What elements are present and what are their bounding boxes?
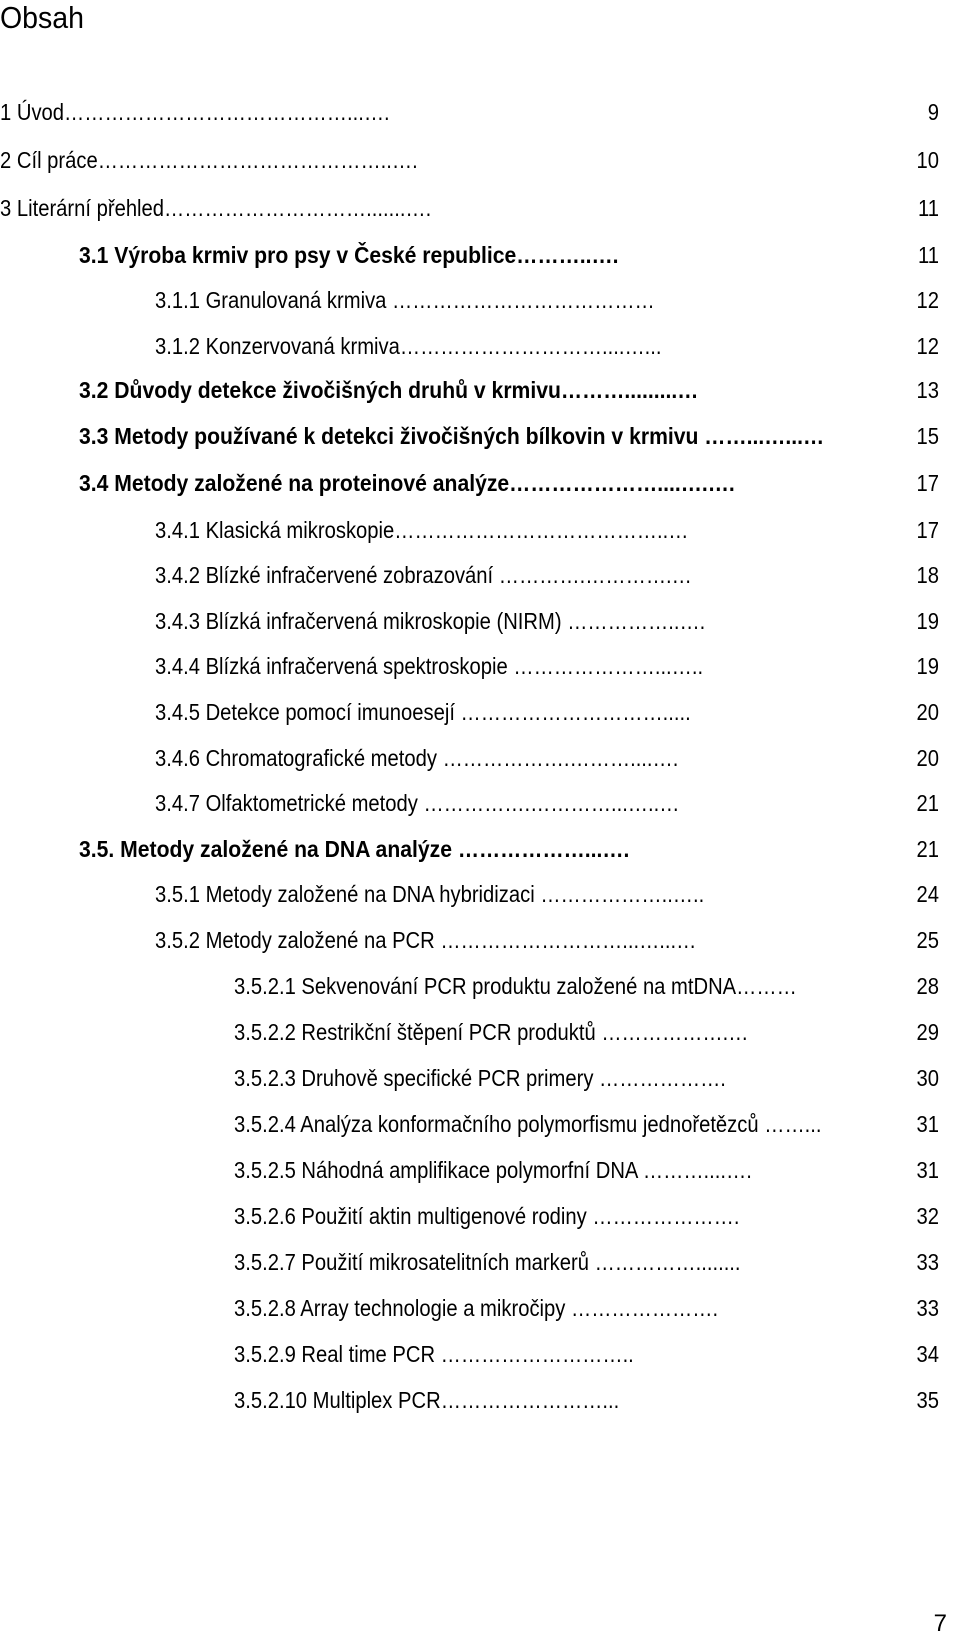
toc-entry-page: 12 (916, 333, 939, 359)
toc-entry[interactable] (0, 1337, 960, 1371)
toc-entry[interactable] (0, 969, 960, 1003)
toc-entry-page: 21 (916, 836, 939, 862)
toc-entry[interactable] (0, 832, 960, 866)
toc-entry[interactable] (0, 1061, 960, 1095)
toc-entry-page: 11 (918, 242, 939, 268)
toc-entry-page: 20 (916, 699, 939, 725)
toc-entry[interactable] (0, 1199, 960, 1233)
toc-entry-page: 21 (916, 790, 939, 816)
toc-entry-title: 3 Literární přehled………………………….......…. (0, 195, 432, 221)
toc-entry-title: 3.5.2.2 Restrikční štěpení PCR produktů ……………….… (234, 1019, 749, 1045)
toc-entry-title: 1 Úvod……………………………………...…. (0, 99, 390, 125)
toc-entry-page: 11 (918, 195, 939, 221)
toc-entry-page: 15 (916, 423, 939, 449)
toc-entry-title: 3.1.1 Granulovaná krmiva ………………………………… (155, 287, 655, 313)
toc-entry[interactable] (0, 1015, 960, 1049)
toc-entry-page: 17 (916, 517, 939, 543)
toc-entry-page: 35 (916, 1387, 939, 1413)
toc-entry[interactable] (0, 695, 960, 729)
toc-entry-page: 9 (927, 99, 939, 125)
toc-entry-title: 3.5.2.6 Použití aktin multigenové rodiny …………………. (234, 1203, 740, 1229)
toc-entry-title: 3.3 Metody používané k detekci živočišných bílkovin v krmivu ……...…...… (79, 423, 825, 449)
toc-entry-page: 32 (916, 1203, 939, 1229)
toc-entry-title: 3.2 Důvody detekce živočišných druhů v krmivu……….........… (79, 377, 699, 403)
toc-entry-page: 20 (916, 745, 939, 771)
toc-entry-title: 3.4.4 Blízká infračervená spektroskopie …………………...….. (155, 653, 704, 679)
toc-entry-page: 31 (916, 1111, 939, 1137)
toc-entry-title: 3.4.5 Detekce pomocí imunoesejí …………………………..... (155, 699, 691, 725)
toc-entry-title: 3.4.2 Blízké infračervené zobrazování ………….………….… (155, 562, 692, 588)
toc-entry-title: 3.1 Výroba krmiv pro psy v České republice………..…. (79, 242, 619, 268)
toc-entry[interactable] (0, 649, 960, 683)
toc-entry[interactable] (0, 558, 960, 592)
toc-entry-page: 25 (916, 927, 939, 953)
toc-entry[interactable] (0, 1107, 960, 1141)
toc-entry[interactable] (0, 283, 960, 317)
toc-entry-title: 3.4.1 Klasická mikroskopie…………………………………..… (155, 517, 689, 543)
toc-entry-title: 3.5.2.8 Array technologie a mikročipy …………………. (234, 1295, 719, 1321)
toc-entry-page: 12 (916, 287, 939, 313)
toc-entry-page: 19 (916, 608, 939, 634)
toc-entry-title: 3.4 Metody založené na proteinové analýze…………………....….…. (79, 470, 735, 496)
page-title: Obsah (0, 0, 85, 35)
toc-entry-page: 10 (916, 147, 939, 173)
toc-entry-page: 28 (916, 973, 939, 999)
toc-entry[interactable] (0, 329, 960, 363)
toc-entry-page: 31 (916, 1157, 939, 1183)
toc-entry[interactable] (0, 877, 960, 911)
toc-entry-page: 29 (916, 1019, 939, 1045)
toc-entry-title: 3.5.2.9 Real time PCR ……………………….. (234, 1341, 634, 1367)
toc-entry[interactable] (0, 604, 960, 638)
toc-entry-page: 33 (916, 1295, 939, 1321)
toc-entry-title: 3.5.2.3 Druhově specifické PCR primery ………………. (234, 1065, 726, 1091)
toc-entry[interactable] (0, 923, 960, 957)
toc-entry[interactable] (0, 373, 960, 407)
toc-entry-title: 3.5.2.10 Multiplex PCR……………………... (234, 1387, 620, 1413)
toc-entry[interactable] (0, 1383, 960, 1417)
toc-entry[interactable] (0, 466, 960, 500)
toc-entry-page: 19 (916, 653, 939, 679)
toc-entry-page: 30 (916, 1065, 939, 1091)
page-number: 7 (933, 1610, 947, 1637)
toc-entry-title: 3.5.2 Metody založené na PCR ………………………...…...… (155, 927, 697, 953)
toc-entry[interactable] (0, 741, 960, 775)
toc-entry-title: 3.1.2 Konzervovaná krmiva…………………………....…... (155, 333, 662, 359)
toc-entry-page: 17 (916, 470, 939, 496)
toc-entry-title: 3.4.7 Olfaktometrické metody …………….…………...…..… (155, 790, 680, 816)
toc-entry[interactable] (0, 419, 960, 453)
toc-entry[interactable] (0, 1245, 960, 1279)
toc-entry-page: 24 (916, 881, 939, 907)
toc-entry[interactable] (0, 786, 960, 820)
toc-entry-title: 3.5.1 Metody založené na DNA hybridizaci ………………..….. (155, 881, 705, 907)
toc-entry-title: 3.5.2.4 Analýza konformačního polymorfismu jednořetězců ……... (234, 1111, 822, 1137)
toc-entry-title: 3.4.6 Chromatografické metody ……………….………....…. (155, 745, 679, 771)
toc-entry[interactable] (0, 238, 960, 272)
toc-entry[interactable] (0, 513, 960, 547)
toc-entry-page: 18 (916, 562, 939, 588)
toc-entry-page: 34 (916, 1341, 939, 1367)
toc-entry-title: 3.5.2.1 Sekvenování PCR produktu založené na mtDNA……… (234, 973, 797, 999)
toc-entry-title: 3.4.3 Blízká infračervená mikroskopie (NIRM) ……………..…. (155, 608, 706, 634)
toc-entry-page: 33 (916, 1249, 939, 1275)
toc-entry-page: 13 (916, 377, 939, 403)
toc-entry[interactable] (0, 191, 960, 225)
toc-entry[interactable] (0, 1153, 960, 1187)
toc-entry[interactable] (0, 95, 960, 129)
toc-entry-title: 2 Cíl práce……………………………………..…. (0, 147, 418, 173)
toc-entry-title: 3.5.2.7 Použití mikrosatelitních markerů ……………........ (234, 1249, 741, 1275)
toc-entry-title: 3.5.2.5 Náhodná amplifikace polymorfní DNA ………....…. (234, 1157, 752, 1183)
toc-entry[interactable] (0, 1291, 960, 1325)
toc-entry-title: 3.5. Metody založené na DNA analýze ………………...…. (79, 836, 630, 862)
toc-entry[interactable] (0, 143, 960, 177)
